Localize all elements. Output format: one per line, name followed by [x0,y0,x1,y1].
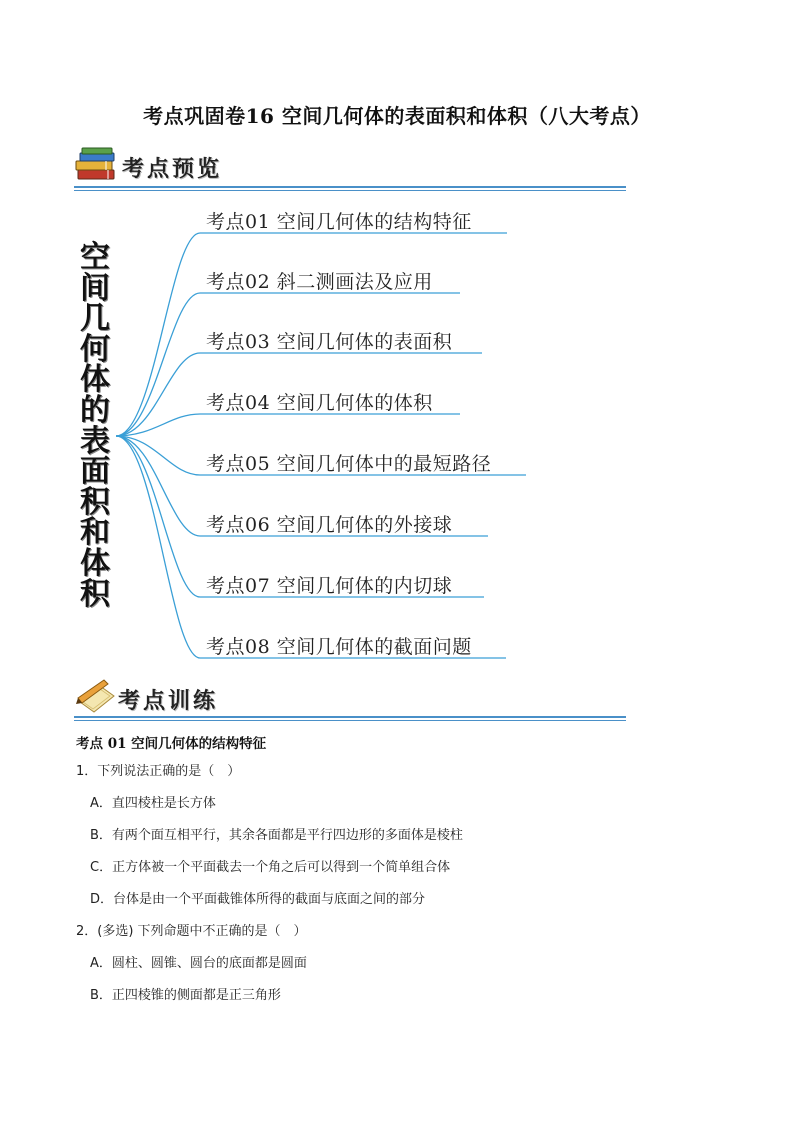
header-rule-thin [74,190,626,191]
question-2-option-b: B．正四棱锥的侧面都是正三角形 [90,988,281,1003]
topic-05: 考点05 空间几何体中的最短路径 [206,453,492,475]
header-rule [74,186,626,188]
center-title-char: 间 [80,270,110,306]
question-1-option-c: C．正方体被一个平面截去一个角之后可以得到一个简单组合体 [90,860,451,875]
topic-08: 考点08 空间几何体的截面问题 [206,636,472,658]
topic-01: 考点01 空间几何体的结构特征 [206,211,472,233]
center-title-char: 的 [80,392,110,428]
center-title-char: 空 [80,240,110,275]
center-title-char: 表 [80,423,110,459]
training-header [74,676,626,722]
center-title-char: 体 [80,545,110,581]
center-title-char: 何 [80,331,110,367]
question-1-option-b: B．有两个面互相平行，其余各面都是平行四边形的多面体是棱柱 [90,828,463,843]
mindmap-center-title [75,240,115,612]
question-1-option-a: A．直四棱柱是长方体 [90,796,216,811]
center-title-char: 体 [80,362,110,398]
section-title: 考点 01 空间几何体的结构特征 [76,736,267,752]
topic-07: 考点07 空间几何体的内切球 [206,575,453,597]
branch-04 [116,414,460,436]
question-1-stem: 1．下列说法正确的是（ ） [76,764,241,779]
header-rule-thin [74,720,626,721]
center-title-char: 积 [80,484,110,520]
question-1-option-d: D．台体是由一个平面截锥体所得的截面与底面之间的部分 [90,892,426,907]
topic-06: 考点06 空间几何体的外接球 [206,514,453,536]
question-2-option-a: A．圆柱、圆锥、圆台的底面都是圆面 [90,956,307,971]
center-title-char: 面 [80,454,110,490]
books-icon [74,146,120,186]
overview-header-label: 考点预览 [122,157,223,182]
center-title-char: 几 [80,301,110,337]
center-title-char: 积 [80,576,110,612]
training-header-label: 考点训练 [118,689,219,714]
topic-02: 考点02 斜二测画法及应用 [206,271,433,293]
question-2-stem: 2．(多选) 下列命题中不正确的是（ ） [76,924,307,939]
topic-04: 考点04 空间几何体的体积 [206,392,433,414]
topic-03: 考点03 空间几何体的表面积 [206,331,453,353]
header-rule [74,716,626,718]
pen-paper-icon [74,676,120,716]
overview-header [74,146,626,192]
page-title: 考点巩固卷16 空间几何体的表面积和体积（八大考点） [143,104,651,128]
center-title-char: 和 [80,515,110,551]
